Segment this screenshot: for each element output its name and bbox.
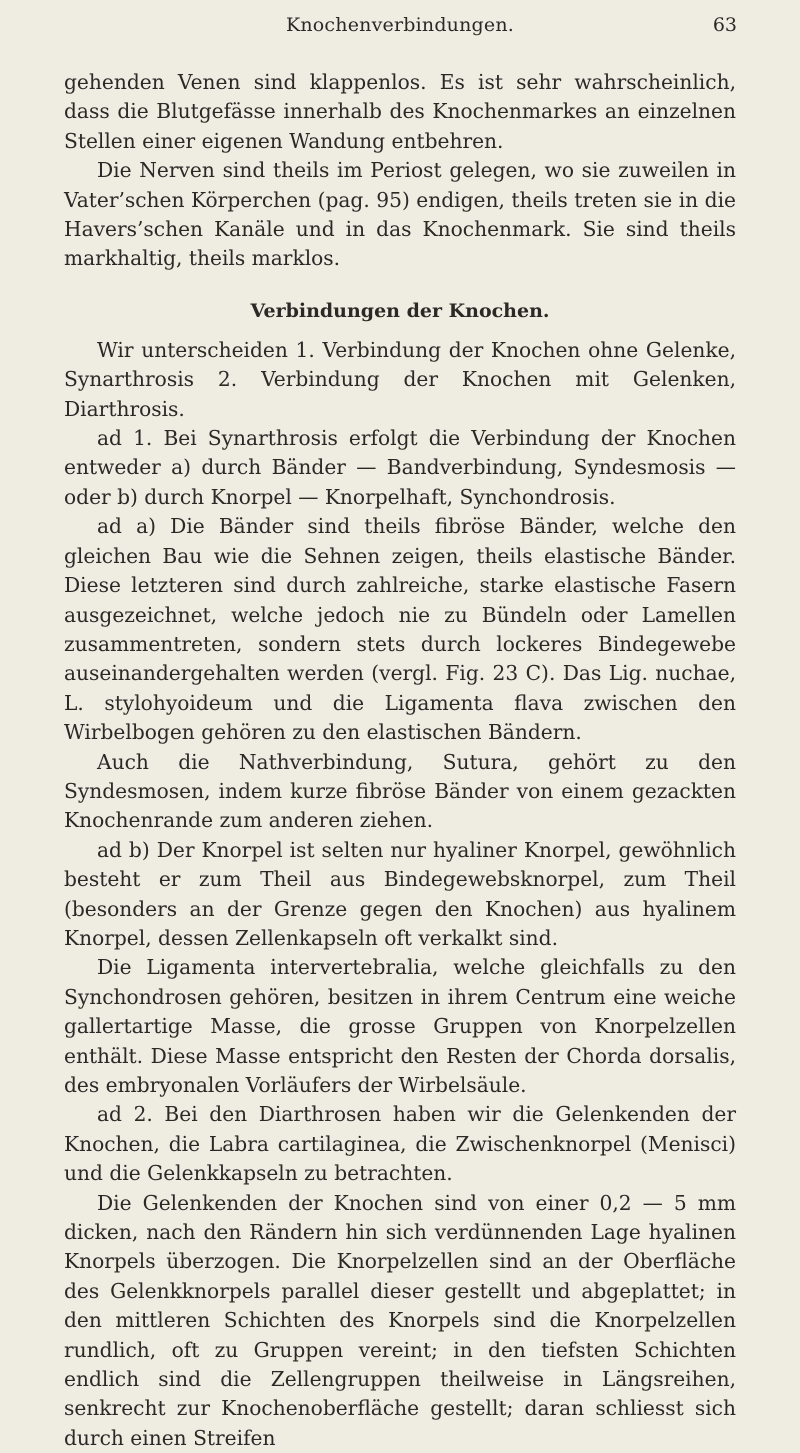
- paragraph-gelenkenden: Die Gelenkenden der Knochen sind von einer 0,2 — 5 mm dicken, nach den Rändern hin sich verdünnenden Lage hyalinen Knorpels überzogen. Die Knorpelzellen sind an der Oberfläche des Gelenkknorpels parallel dieser gestellt und abgeplattet; in den mittleren Schichten des Knorpels sind die Knorpelzellen rundlich, oft zu Gruppen vereint; in den tiefsten Schichten endlich sind die Zellengruppen theilweise in Längsreihen, senkrecht zur Knochenoberfläche gestellt; daran schliesst sich durch einen Streifen: [64, 1190, 736, 1450]
- paragraph-intervertebralia: Die Ligamenta intervertebralia, welche gleichfalls zu den Synchondrosen gehören, besitzen in ihrem Centrum eine weiche gallertartige Masse, die grosse Gruppen von Knorpelzellen enthält. Diese Masse entspricht den Resten der Chorda dorsalis, des embryonalen Vorläufers der Wirbelsäule.: [64, 955, 736, 1097]
- page-header: [0, 14, 800, 44]
- page-number: 63: [712, 14, 737, 36]
- paragraph-baender: ad a) Die Bänder sind theils fibröse Bänder, welche den gleichen Bau wie die Sehnen zeigen, theils elastische Bänder. Diese letzteren sind durch zahlreiche, starke elastische Fasern ausgezeichnet, welche jedoch nie zu Bündeln oder Lamellen zusammentreten, sondern stets durch lockeres Bindegewebe auseinandergehalten werden (vergl. Fig. 23 C). Das Lig. nuchae, L. stylohyoideum und die Ligamenta flava zwischen den Wirbelbogen gehören zu den elastischen Bändern.: [64, 514, 736, 745]
- paragraph-diarthrosen: ad 2. Bei den Diarthrosen haben wir die Gelenkenden der Knochen, die Labra cartilaginea, die Zwischenknorpel (Menisci) und die Gelenkkapseln zu betrachten.: [64, 1102, 736, 1186]
- paragraph-sutura: Auch die Nathverbindung, Sutura, gehört zu den Syndesmosen, indem kurze fibröse Bänder von einem gezackten Knochenrande zum anderen ziehen.: [64, 749, 736, 833]
- running-title: Knochenverbindungen.: [285, 14, 515, 36]
- paragraph-nerven: Die Nerven sind theils im Periost gelegen, wo sie zuweilen in Vater’schen Körperchen (pag. 95) endigen, theils treten sie in die Havers’schen Kanäle und in das Knochenmark. Sie sind theils markhaltig, theils marklos.: [64, 158, 736, 271]
- paragraph-knorpel: ad b) Der Knorpel ist selten nur hyaliner Knorpel, gewöhnlich besteht er zum Theil aus Bindegewebsknorpel, zum Theil (besonders an der Grenze gegen den Knochen) aus hyalinem Knorpel, dessen Zellenkapseln oft verkalkt sind.: [64, 837, 736, 950]
- page-body: [64, 68, 736, 1453]
- section-heading: Verbindungen der Knochen.: [250, 299, 550, 322]
- paragraph-synarthrosis: ad 1. Bei Synarthrosis erfolgt die Verbindung der Knochen entweder a) durch Bänder — Bandverbindung, Syndesmosis — oder b) durch Knorpel — Knorpelhaft, Synchondrosis.: [64, 426, 736, 509]
- paragraph-overview: Wir unterscheiden 1. Verbindung der Knochen ohne Gelenke, Synarthrosis 2. Verbindung der Knochen mit Gelenken, Diarthrosis.: [64, 337, 736, 421]
- paragraph-continuation: gehenden Venen sind klappenlos. Es ist sehr wahrscheinlich, dass die Blutgefässe innerhalb des Knochenmarkes an einzelnen Stellen einer eigenen Wandung entbehren.: [64, 70, 736, 153]
